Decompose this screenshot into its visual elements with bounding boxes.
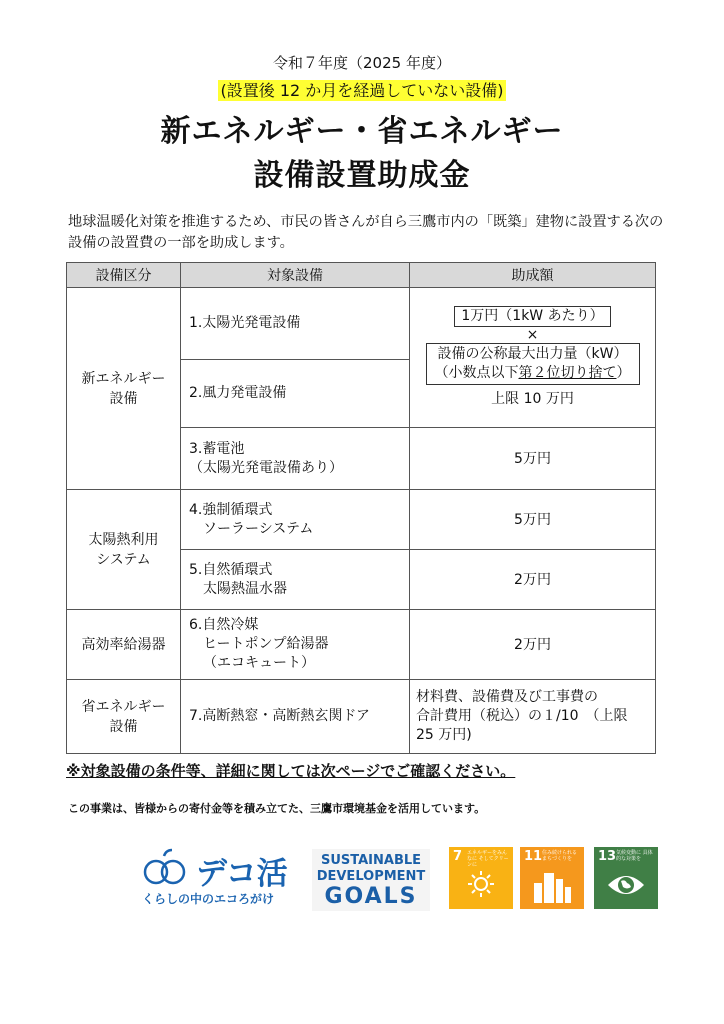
amount-forced-circulation: 5万円 <box>410 490 656 550</box>
formula-cap: 上限 10 万円 <box>491 391 574 407</box>
sdg-goal-13-tile: 13 気候変動に 具体的な対策を <box>594 847 658 909</box>
formula-output-box: 設備の公称最大出力量（kW） （小数点以下第２位切り捨て） <box>426 343 640 385</box>
category-high-efficiency: 高効率給湯器 <box>67 610 181 680</box>
table-row <box>67 680 656 754</box>
page-title-line1: 新エネルギー・省エネルギー <box>160 114 564 149</box>
fund-note: この事業は、皆様からの寄付金等を積み立てた、三鷹市環境基金を活用しています。 <box>68 802 486 815</box>
header-amount: 助成額 <box>410 263 656 288</box>
deco-katsu-tagline: くらしの中のエコろがけ <box>142 892 275 906</box>
sdg-goal-7-tile: 7 エネルギーをみんなに そしてクリーンに <box>449 847 513 909</box>
header-equipment: 対象設備 <box>181 263 410 288</box>
amount-formula <box>410 288 656 428</box>
equipment-heat-pump: 6.自然冷媒 ヒートポンプ給湯器 （エコキュート） <box>181 610 410 680</box>
amount-heat-pump: 2万円 <box>410 610 656 680</box>
category-energy-saving: 省エネルギー設備 <box>67 680 181 754</box>
year-label: 令和７年度（2025 年度） <box>273 54 451 72</box>
deco-katsu-name: デコ活 <box>196 856 288 892</box>
equipment-natural-circulation: 5.自然循環式 太陽熱温水器 <box>181 550 410 610</box>
condition-note-row <box>0 78 724 101</box>
city-icon <box>532 869 572 903</box>
intro-text: 地球温暖化対策を推進するため、市民の皆さんが自ら三鷹市内の「既築」建物に設置する次の設備の設置費の一部を助成します。 <box>68 214 664 251</box>
sdg-goal-11-tile: 11 住み続けられる まちづくりを <box>520 847 584 909</box>
equipment-solar-pv: 1.太陽光発電設備 <box>181 288 410 360</box>
amount-battery: 5万円 <box>410 428 656 490</box>
sdgs-line1: SUSTAINABLE <box>320 853 422 868</box>
table-row <box>67 610 656 680</box>
eye-globe-icon <box>606 871 646 899</box>
amount-insulated-window: 材料費、設備費及び工事費の 合計費用（税込）の１/10 （上限 25 万円) <box>410 680 656 754</box>
table-header-row <box>67 263 656 288</box>
amount-natural-circulation: 2万円 <box>410 550 656 610</box>
category-new-energy: 新エネルギー設備 <box>67 288 181 490</box>
caution-note: ※対象設備の条件等、詳細に関しては次ページでご確認ください。 <box>66 762 516 780</box>
sdgs-line2: DEVELOPMENT <box>316 869 426 884</box>
sdgs-line3: GOALS <box>324 884 418 909</box>
condition-note: (設置後 12 か月を経過していない設備) <box>220 81 504 100</box>
formula-rate: 1万円（1kW あたり） <box>454 306 610 327</box>
category-solar-heat: 太陽熱利用システム <box>67 490 181 610</box>
equipment-battery: 3.蓄電池 （太陽光発電設備あり） <box>181 428 410 490</box>
equipment-forced-circulation: 4.強制循環式 ソーラーシステム <box>181 490 410 550</box>
equipment-wind: 2.風力発電設備 <box>181 360 410 428</box>
table-row <box>67 490 656 550</box>
formula-times: × <box>526 327 539 343</box>
header-category: 設備区分 <box>67 263 181 288</box>
page-title-line2: 設備設置助成金 <box>253 158 471 193</box>
subsidy-table <box>66 262 656 754</box>
sun-icon <box>466 869 496 899</box>
sdgs-logo <box>312 849 430 911</box>
table-row <box>67 288 656 360</box>
equipment-insulated-window: 7.高断熱窓・高断熱玄関ドア <box>181 680 410 754</box>
